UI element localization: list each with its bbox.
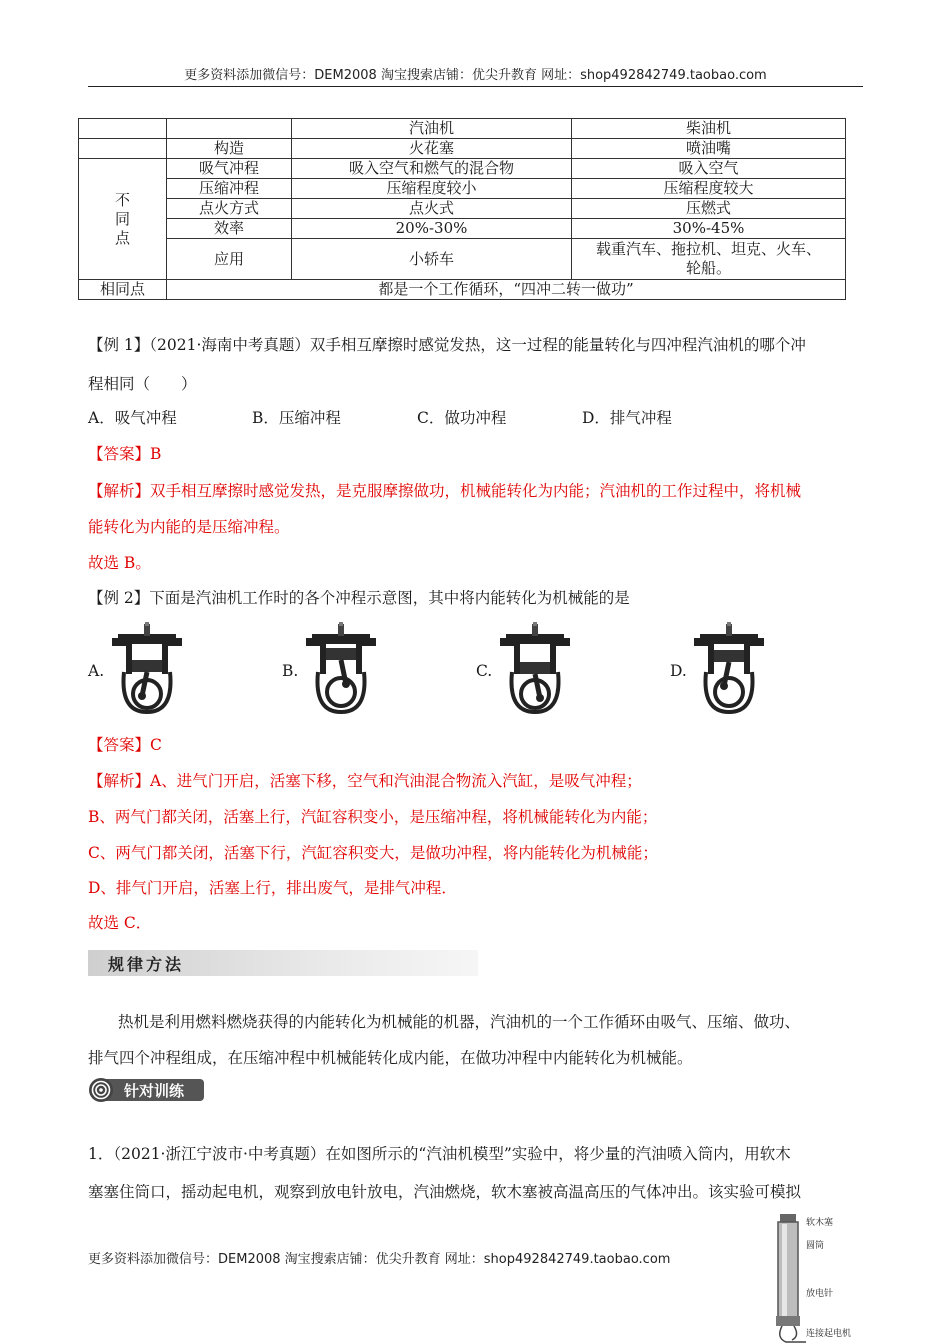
question1-line1: 1．（2021·浙江宁波市·中考真题）在如图所示的“汽油机模型”实验中，将少量的汽油喷入筒内，用软木 bbox=[88, 1145, 791, 1163]
compression-stroke-diagram bbox=[300, 622, 382, 714]
same-value: 都是一个工作循环，“四冲二转一做功” bbox=[167, 280, 846, 300]
petrol-cell: 吸入空气和燃气的混合物 bbox=[292, 159, 572, 179]
intake-stroke-diagram bbox=[106, 622, 188, 714]
example2-analysis-b: B、两气门都关闭，活塞上行，汽缸容积变小，是压缩冲程，将机械能转化为内能； bbox=[88, 808, 658, 826]
diesel-cell: 吸入空气 bbox=[572, 159, 846, 179]
power-stroke-diagram bbox=[494, 622, 576, 714]
diesel-apps-line2: 轮船。 bbox=[685, 259, 731, 277]
example2-analysis-c: C、两气门都关闭，活塞下行，汽缸容积变大，是做功冲程，将内能转化为机械能； bbox=[88, 844, 658, 862]
header-divider bbox=[88, 86, 863, 87]
example1-analysis-line2: 能转化为内能的是压缩冲程。 bbox=[88, 518, 290, 536]
header-diesel: 柴油机 bbox=[572, 119, 846, 139]
method-paragraph-line1: 热机是利用燃料燃烧获得的内能转化为机械能的机器，汽油机的一个工作循环由吸气、压缩、做功、 bbox=[118, 1013, 801, 1031]
diesel-cell bbox=[572, 239, 846, 280]
diff-char: 点 bbox=[114, 228, 130, 247]
example1-answer: 【答案】B bbox=[88, 445, 162, 463]
same-label: 相同点 bbox=[79, 280, 167, 300]
table-blank-cell bbox=[167, 119, 292, 139]
diesel-apps-line1: 载重汽车、拖拉机、坦克、火车、 bbox=[595, 240, 821, 258]
row-label: 吸气冲程 bbox=[167, 159, 292, 179]
example1-analysis-line1: 【解析】双手相互摩擦时感觉发热，是克服摩擦做功，机械能转化为内能；汽油机的工作过程中，将机械 bbox=[88, 482, 802, 500]
example2-analysis-a: 【解析】A、进气门开启，活塞下移，空气和汽油混合物流入汽缸，是吸气冲程； bbox=[88, 772, 642, 790]
training-badge bbox=[88, 1077, 206, 1103]
table-blank-cell bbox=[79, 139, 167, 159]
question1-line2: 塞塞住筒口，摇动起电机，观察到放电针放电，汽油燃烧，软木塞被高温高压的气体冲出。该实验可模拟 bbox=[88, 1183, 802, 1201]
petrol-cell: 20%-30% bbox=[292, 219, 572, 239]
petrol-cell: 压缩程度较小 bbox=[292, 179, 572, 199]
comparison-table bbox=[78, 118, 846, 300]
table-row bbox=[79, 280, 846, 300]
figure-label-b: B. bbox=[282, 662, 299, 680]
example1-option-c: C．做功冲程 bbox=[417, 409, 507, 427]
example1-question-line1: 【例 1】（2021·海南中考真题）双手相互摩擦时感觉发热，这一过程的能量转化与四冲程汽油机的哪个冲 bbox=[88, 336, 806, 354]
example2-conclusion: 故选 C． bbox=[88, 914, 152, 932]
example1-option-a: A．吸气冲程 bbox=[88, 409, 177, 427]
row-label: 压缩冲程 bbox=[167, 179, 292, 199]
figure-label-a: A. bbox=[88, 662, 105, 680]
diesel-cell: 压缩程度较大 bbox=[572, 179, 846, 199]
example1-option-d: D．排气冲程 bbox=[582, 409, 672, 427]
label-connect-generator: 连接起电机 bbox=[806, 1329, 852, 1339]
table-row bbox=[79, 219, 846, 239]
table-header-row bbox=[79, 119, 846, 139]
diesel-cell: 30%-45% bbox=[572, 219, 846, 239]
page-header: 更多资料添加微信号：DEM2008 淘宝搜索店铺：优尖升教育 网址：shop492842749.taobao.com bbox=[184, 68, 767, 83]
row-label: 点火方式 bbox=[167, 199, 292, 219]
page-footer: 更多资料添加微信号：DEM2008 淘宝搜索店铺：优尖升教育 网址：shop492842749.taobao.com bbox=[88, 1252, 671, 1267]
exhaust-stroke-diagram bbox=[688, 622, 770, 714]
example1-question-line2: 程相同（ ） bbox=[88, 375, 197, 393]
figure-label-c: C. bbox=[476, 662, 493, 680]
petrol-engine-model-figure bbox=[770, 1212, 870, 1344]
diesel-cell: 喷油嘴 bbox=[572, 139, 846, 159]
label-discharge-needle: 放电针 bbox=[806, 1289, 834, 1299]
diesel-cell: 压燃式 bbox=[572, 199, 846, 219]
training-title: 针对训练 bbox=[124, 1082, 185, 1100]
table-row bbox=[79, 199, 846, 219]
diff-char: 不 bbox=[114, 190, 130, 209]
label-cylinder: 圆筒 bbox=[806, 1241, 825, 1251]
header-petrol: 汽油机 bbox=[292, 119, 572, 139]
example2-answer: 【答案】C bbox=[88, 736, 162, 754]
table-row bbox=[79, 139, 846, 159]
method-title: 规律方法 bbox=[108, 955, 185, 974]
diff-char: 同 bbox=[114, 209, 130, 228]
table-row bbox=[79, 239, 846, 280]
example1-conclusion: 故选 B。 bbox=[88, 554, 151, 572]
method-paragraph-line2: 排气四个冲程组成，在压缩冲程中机械能转化成内能，在做功冲程中内能转化为机械能。 bbox=[88, 1049, 693, 1067]
example2-question: 【例 2】下面是汽油机工作时的各个冲程示意图，其中将内能转化为机械能的是 bbox=[88, 589, 630, 607]
table-row bbox=[79, 179, 846, 199]
method-banner bbox=[88, 950, 478, 976]
figure-label-d: D. bbox=[670, 662, 687, 680]
petrol-cell: 小轿车 bbox=[292, 239, 572, 280]
row-label: 应用 bbox=[167, 239, 292, 280]
cylinder-illustration bbox=[772, 1212, 812, 1344]
engine-stroke-figures bbox=[88, 622, 868, 714]
example1-option-b: B．压缩冲程 bbox=[252, 409, 341, 427]
table-corner-cell bbox=[79, 119, 167, 139]
row-label: 构造 bbox=[167, 139, 292, 159]
table-row bbox=[79, 159, 846, 179]
petrol-cell: 点火式 bbox=[292, 199, 572, 219]
petrol-cell: 火花塞 bbox=[292, 139, 572, 159]
example2-analysis-d: D、排气门开启，活塞上行，排出废气，是排气冲程． bbox=[88, 879, 457, 897]
differences-label bbox=[79, 159, 167, 280]
label-cork: 软木塞 bbox=[806, 1218, 834, 1228]
row-label: 效率 bbox=[167, 219, 292, 239]
